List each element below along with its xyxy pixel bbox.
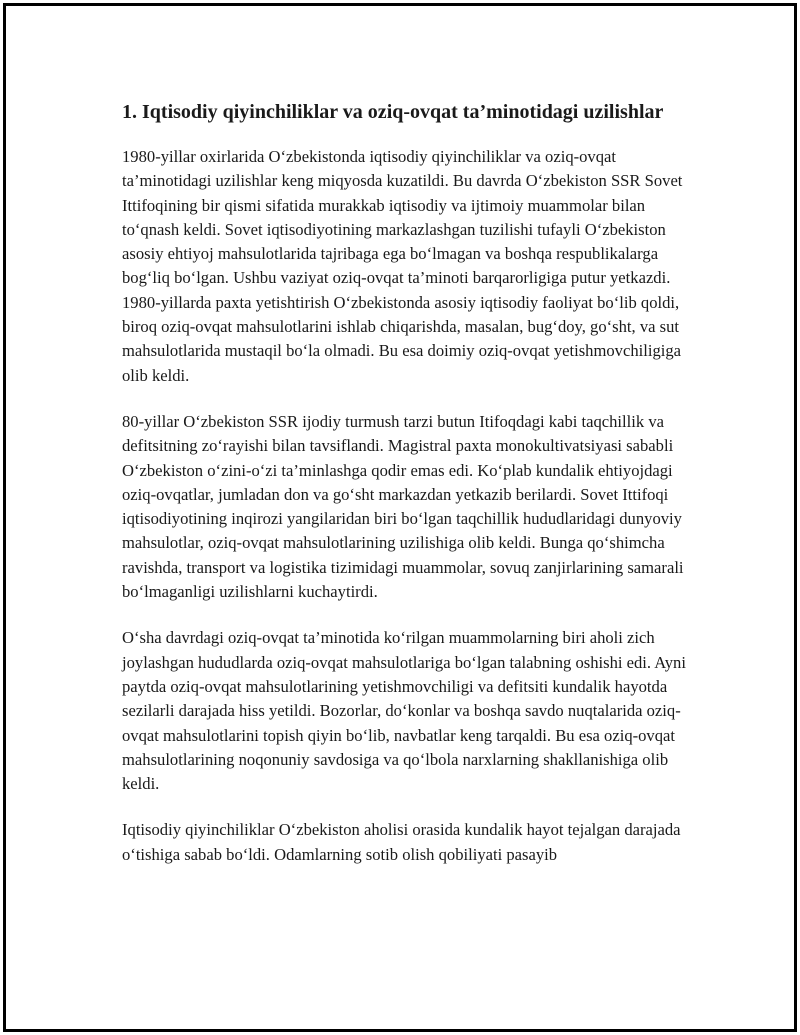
paragraph-1: 1980-yillar oxirlarida O‘zbekistonda iqtisodiy qiyinchiliklar va oziq-ovqat ta’minotidagi uzilishlar keng miqyosda kuzatildi. Bu davrda O‘zbekiston SSR Sovet Ittifoqining bir qismi sifatida murakkab iqtisodiy va ijtimoiy muammolar bilan to‘qnash keldi. Sovet iqtisodiyotining markazlashgan tuzilishi tufayli O‘zbekiston asosiy ehtiyoj mahsulotlarida tajribaga ega bo‘lmagan va boshqa respublikalarga bog‘liq bo‘lgan. Ushbu vaziyat oziq-ovqat ta’minoti barqarorligiga putur yetkazdi. 1980-yillarda paxta yetishtirish O‘zbekistonda asosiy iqtisodiy faoliyat bo‘lib qoldi, biroq oziq-ovqat mahsulotlarini ishlab chiqarishda, masalan, bug‘doy, go‘sht, va sut mahsulotlarida mustaqil bo‘la olmadi. Bu esa doimiy oziq-ovqat yetishmovchiligiga olib keldi. — [122, 147, 683, 385]
paragraph-4: Iqtisodiy qiyinchiliklar O‘zbekiston aholisi orasida kundalik hayot tejalgan darajada o‘tishiga sabab bo‘ldi. Odamlarning sotib olish qobiliyati pasayib — [122, 820, 681, 864]
paragraph-2: 80-yillar O‘zbekiston SSR ijodiy turmush tarzi butun Itifoqdagi kabi taqchillik va defitsitning zo‘rayishi bilan tavsiflandi. Magistral paxta monokultivatsiyasi sababli O‘zbekiston o‘zini-o‘zi ta’minlashga qodir emas edi. Ko‘plab kundalik ehtiyojdagi oziq-ovqatlar, jumladan don va go‘sht markazdan yetkazib berilardi. Sovet Ittifoqi iqtisodiyotining inqirozi yangilaridan biri bo‘lgan taqchillik hududlaridagi dunyoviy mahsulotlar, oziq-ovqat mahsulotlarining uzilishiga olib keldi. Bunga qo‘shimcha ravishda, transport va logistika tizimidagi muammolar, sovuq zanjirlarining samarali bo‘lmaganligi uzilishlarni kuchaytirdi. — [122, 411, 684, 602]
document-body — [122, 98, 692, 889]
section-heading: 1. Iqtisodiy qiyinchiliklar va oziq-ovqat ta’minotidagi uzilishlar — [122, 101, 664, 123]
page-frame — [3, 3, 797, 1032]
paragraph-3: O‘sha davrdagi oziq-ovqat ta’minotida ko‘rilgan muammolarning biri aholi zich joylashgan hududlarda oziq-ovqat mahsulotlariga bo‘lgan talabning oshishi edi. Ayni paytda oziq-ovqat mahsulotlarining yetishmovchiligi va defitsiti kundalik hayotda sezilarli darajada hiss yetildi. Bozorlar, do‘konlar va boshqa savdo nuqtalarida oziq-ovqat mahsulotlarini topish qiyin bo‘lib, navbatlar keng tarqaldi. Bu esa oziq-ovqat mahsulotlarining noqonuniy savdosiga va qo‘lbola narxlarning shakllanishiga olib keldi. — [122, 628, 686, 794]
